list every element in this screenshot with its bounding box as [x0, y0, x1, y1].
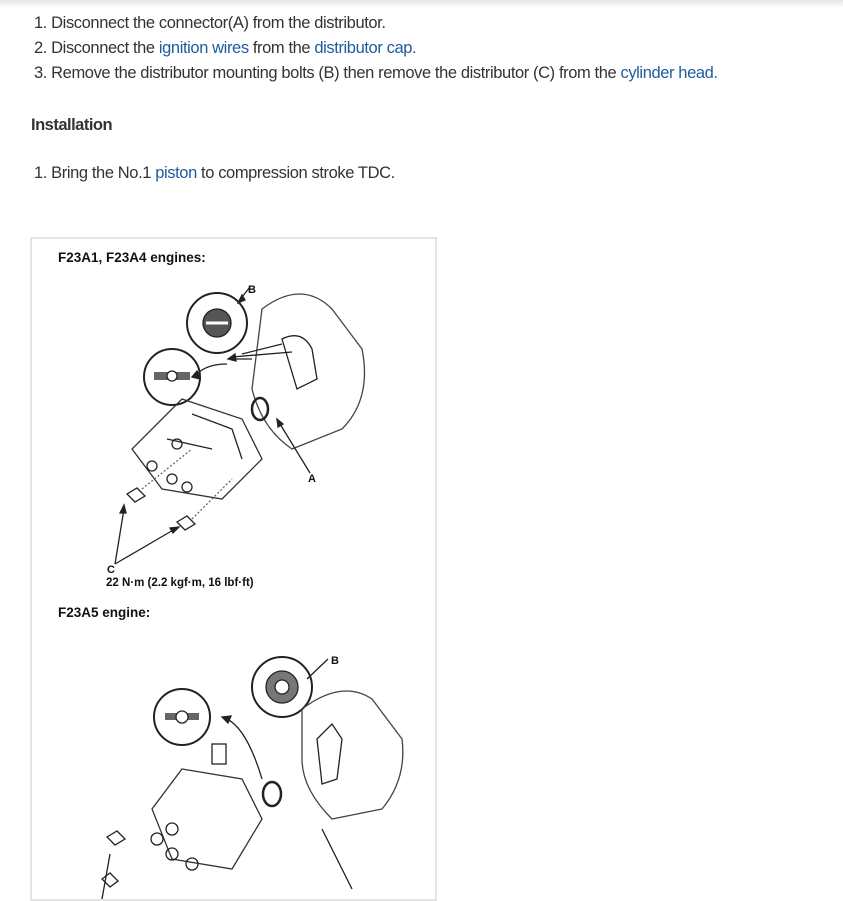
label-a: A	[308, 473, 316, 485]
distributor-illustration	[32, 239, 435, 899]
figure-caption-f23a5: F23A5 engine:	[58, 605, 151, 620]
installation-heading: Installation	[31, 116, 113, 134]
label-b-f23a5: B	[331, 655, 339, 667]
step-text: .	[412, 39, 417, 57]
removal-step-2	[34, 39, 416, 58]
step-text: to compression stroke TDC.	[196, 164, 395, 182]
step-number: 1.	[34, 164, 47, 182]
installation-step-1	[34, 164, 395, 183]
step-text: Disconnect the	[51, 39, 159, 57]
illustration-f23a1	[115, 287, 365, 564]
link-ignition-wires[interactable]: ignition wires	[158, 39, 249, 57]
removal-step-3	[34, 64, 718, 83]
top-shadow	[0, 0, 843, 8]
step-text: Disconnect the connector(A) from the distributor.	[51, 14, 386, 32]
step-text: .	[713, 64, 718, 82]
torque-spec: 22 N·m (2.2 kgf·m, 16 lbf·ft)	[106, 577, 254, 589]
link-piston[interactable]: piston	[155, 164, 197, 182]
step-number: 1.	[34, 14, 47, 32]
label-c: C	[107, 564, 115, 576]
illustration-f23a5	[102, 657, 403, 899]
removal-step-1	[34, 14, 386, 33]
step-text: from the	[248, 39, 315, 57]
figure-caption-f23a1-f23a4: F23A1, F23A4 engines:	[58, 250, 206, 265]
link-distributor-cap[interactable]: distributor cap	[314, 39, 413, 57]
step-text: Bring the No.1	[51, 164, 156, 182]
distributor-figure	[30, 237, 437, 901]
step-number: 2.	[34, 39, 47, 57]
step-number: 3.	[34, 64, 47, 82]
label-b: B	[248, 284, 256, 296]
step-text: Remove the distributor mounting bolts (B) then remove the distributor (C) from the	[51, 64, 621, 82]
link-cylinder-head[interactable]: cylinder head	[620, 64, 714, 82]
